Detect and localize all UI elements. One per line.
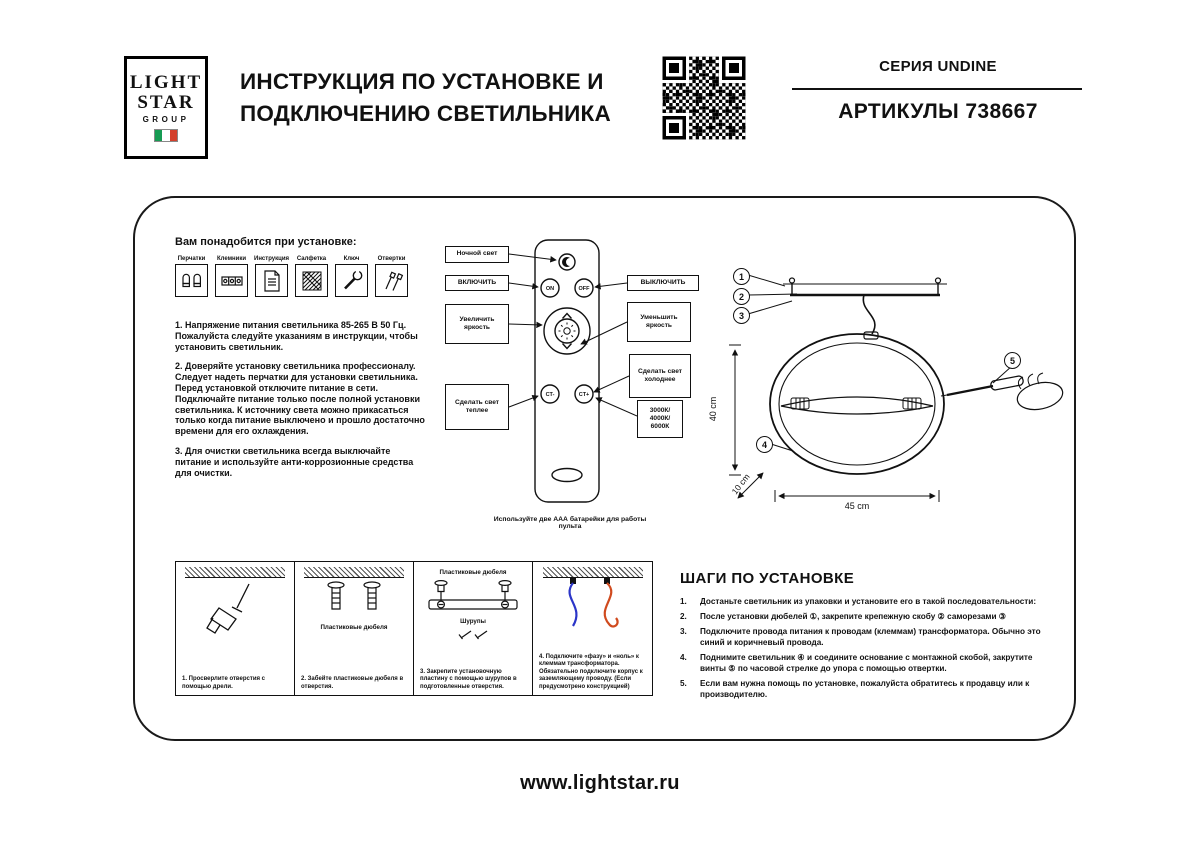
tool-item-screwdrivers	[375, 256, 408, 297]
terminals-icon	[215, 264, 248, 297]
mounting-bracket-drawing	[783, 278, 947, 339]
install-step	[680, 653, 1054, 674]
panel-caption: 3. Закрепите установочную пластину с помощью шурупов в подготовленные отверстия.	[420, 668, 517, 690]
remote-bottom-oval	[552, 469, 582, 482]
qr-code	[656, 50, 752, 146]
phase-wire	[604, 583, 617, 626]
note-2: 2. Доверяйте установку светильника профессионалу. Следует надеть перчатки для установки светильника. Перед установкой отключите питание в сети. Подключайте питание только после полной установки светильника. К источнику света можно прикасаться только когда питание выключено и прошло достаточно времени для его охлаждения.	[175, 361, 425, 437]
panel-label-mid: Шурупы	[460, 618, 486, 625]
panel-caption: 2. Забейте пластиковые дюбеля в отверстия.	[301, 676, 404, 690]
installation-steps	[680, 570, 1054, 705]
callout-1: 1	[733, 268, 750, 285]
series-name: СЕРИЯ UNDINE	[879, 58, 997, 75]
remote-label-turn-off: ВЫКЛЮЧИТЬ	[627, 275, 699, 291]
install-step	[680, 597, 1054, 608]
series-underline	[792, 88, 1082, 90]
neutral-wire	[569, 583, 576, 626]
install-step	[680, 627, 1054, 648]
step-panel-4	[533, 562, 652, 695]
off-button-text: OFF	[578, 286, 590, 292]
ceiling-hatch	[304, 567, 404, 578]
remote-label-night-light: Ночной свет	[445, 246, 509, 263]
remote-label-brightness-down: Уменьшить яркость	[627, 302, 691, 342]
tools-heading: Вам понадобится при установке:	[175, 236, 357, 248]
mounting-plate-icon	[423, 578, 523, 616]
screwdriver-hand-drawing	[941, 373, 1065, 413]
chevron-down-icon	[563, 344, 572, 349]
step-number: 3.	[680, 627, 687, 637]
note-3: 3. Для очистки светильника всегда выключайте питание и используйте анти-коррозионные средства для очистки.	[175, 445, 414, 478]
ct-plus-text: CT+	[578, 392, 590, 398]
dimension-depth: 10 cm	[729, 471, 752, 497]
remote-label-brightness-up: Увеличить яркость	[445, 304, 509, 344]
step-panel-2	[295, 562, 414, 695]
tool-label: Ключ	[343, 256, 360, 262]
step-text: После установки дюбелей ①, закрепите крепежную скобу ② саморезами ③	[700, 612, 1007, 622]
step-panel-3	[414, 562, 533, 695]
remote-batteries-note: Используйте две ААА батарейки для работы пульта	[493, 516, 647, 530]
tool-label: Отвертки	[377, 256, 406, 262]
brightness-ring	[544, 308, 590, 354]
tool-item-napkin	[295, 256, 328, 297]
step-number: 4.	[680, 653, 687, 663]
tool-label: Инструкция	[254, 256, 290, 262]
note-1: 1. Напряжение питания светильника 85-265 В 50 Гц. Пожалуйста следуйте указаниям в инструкции, чтобы установить светильник.	[175, 320, 418, 352]
tools-row	[175, 256, 408, 297]
qr-code-image	[656, 50, 752, 146]
remote-callout-lines	[509, 254, 637, 416]
wrench-icon	[335, 264, 368, 297]
drill-icon	[185, 578, 285, 640]
tool-item-manual	[255, 256, 288, 297]
ceiling-hatch	[543, 567, 643, 578]
screwdriver-icon	[947, 386, 993, 395]
dowels-icon	[304, 578, 404, 622]
step-number: 5.	[680, 678, 687, 688]
screws-icon	[453, 627, 493, 641]
step-text: Если вам нужна помощь по установке, пожалуйста обратитесь к продавцу или к производителю.	[700, 678, 1030, 699]
tool-label: Перчатки	[177, 256, 206, 262]
moon-icon	[562, 257, 570, 267]
manual-icon	[255, 264, 288, 297]
on-button-text: ON	[545, 286, 555, 292]
page-title: ИНСТРУКЦИЯ ПО УСТАНОВКЕ И ПОДКЛЮЧЕНИЮ СВЕТИЛЬНИКА	[240, 69, 611, 126]
dimension-width: 45 cm	[844, 501, 870, 511]
dimension-lines	[729, 345, 939, 502]
install-step	[680, 679, 1054, 700]
main-panel	[133, 196, 1076, 741]
dimension-height: 40 cm	[708, 396, 718, 422]
safety-notes	[175, 320, 425, 487]
ceiling-hatch	[185, 567, 285, 578]
ct-minus-text: CT-	[545, 392, 555, 398]
step-panels	[175, 561, 653, 696]
callout-2: 2	[733, 288, 750, 305]
step-number: 2.	[680, 612, 687, 622]
power-cord-drawing	[863, 295, 875, 334]
chevron-up-icon	[563, 314, 572, 319]
remote-label-warmer: Сделать свет теплее	[445, 384, 509, 430]
panel-label: Пластиковые дюбеля	[320, 624, 388, 631]
remote-label-turn-on: ВКЛЮЧИТЬ	[445, 275, 509, 291]
napkin-icon	[295, 264, 328, 297]
install-step	[680, 612, 1054, 623]
step-panel-1	[176, 562, 295, 695]
remote-label-cooler: Сделать свет холоднее	[629, 354, 691, 398]
italian-flag-icon	[154, 129, 178, 142]
article-number: АРТИКУЛЫ 738667	[838, 100, 1038, 123]
bulb-icon	[559, 323, 576, 340]
step-text: Подключите провода питания к проводам (клеммам) трансформатора. Обычно это синий и коричневый провода.	[700, 627, 1041, 647]
logo-text-star: STAR	[137, 91, 195, 113]
lightstar-logo	[124, 56, 208, 159]
panel-label-top: Пластиковые дюбеля	[439, 569, 507, 576]
installation-steps-heading: ШАГИ ПО УСТАНОВКЕ	[680, 570, 855, 587]
anchor-screw-right	[936, 278, 941, 283]
logo-text-light: LIGHT	[129, 71, 203, 93]
panel-caption: 1. Просверлите отверстия с помощью дрели.	[182, 676, 266, 690]
night-light-button	[559, 254, 575, 270]
remote-control-drawing	[535, 240, 599, 502]
step-number: 1.	[680, 597, 687, 606]
tool-label: Салфетка	[296, 256, 327, 262]
gloves-icon	[175, 264, 208, 297]
ring-fixture-drawing	[770, 334, 944, 474]
tool-item-gloves	[175, 256, 208, 297]
step-text: Поднимите светильник ④ и соедините основание с монтажной скобой, закрутите винты ⑤ по часовой стрелке до упора с помощью отвертки.	[700, 653, 1033, 673]
screwdrivers-icon	[375, 264, 408, 297]
step-text: Достаньте светильник из упаковки и установите его в такой последовательности:	[700, 597, 1037, 606]
anchor-screw-left	[790, 278, 795, 283]
tool-item-wrench	[335, 256, 368, 297]
tool-label: Клемники	[216, 256, 247, 262]
remote-label-color-temps: 3000К/ 4000К/ 6000К	[637, 400, 683, 438]
callout-5: 5	[1004, 352, 1021, 369]
callout-3: 3	[733, 307, 750, 324]
callout-4: 4	[756, 436, 773, 453]
panel-caption: 4. Подключите «фазу» и «ноль» к клеммам трансформатора. Обязательно подключите корпус к заземляющему проводу. (Если предусмотрено конструкцией)	[539, 653, 643, 690]
website-url: www.lightstar.ru	[520, 772, 680, 794]
wires-icon	[543, 578, 643, 632]
tool-item-terminals	[215, 256, 248, 297]
logo-text-group: GROUP	[142, 115, 190, 125]
